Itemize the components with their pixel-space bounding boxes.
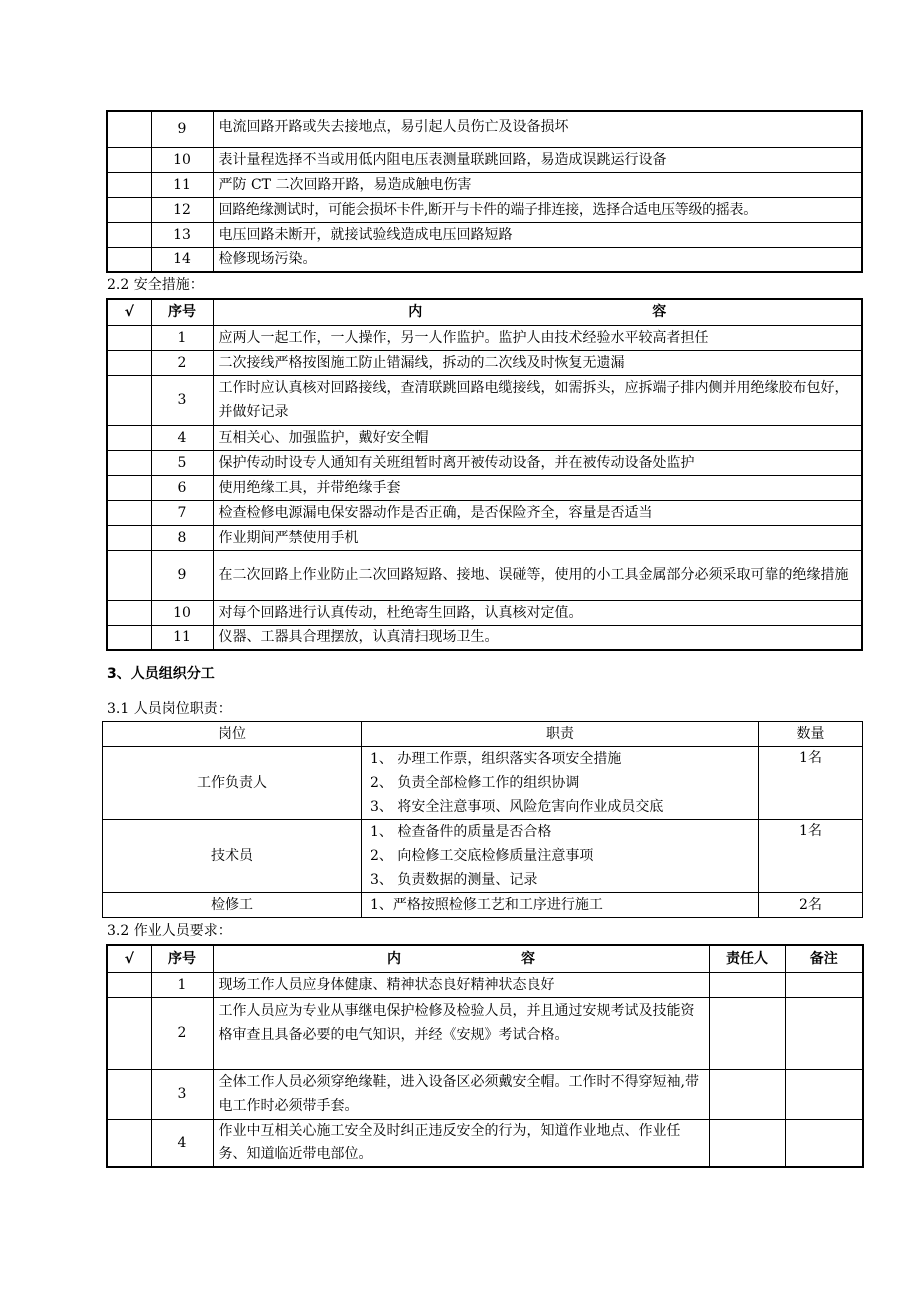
check-cell bbox=[107, 350, 151, 375]
check-header: √ bbox=[107, 299, 151, 325]
row-number: 9 bbox=[151, 550, 213, 600]
duty-item: 1、严格按照检修工艺和工序进行施工 bbox=[362, 893, 759, 918]
row-number: 13 bbox=[151, 222, 213, 247]
safety-table bbox=[106, 298, 863, 651]
table-row bbox=[107, 625, 862, 650]
duty-item: 3、 将安全注意事项、风险危害向作业成员交底 bbox=[370, 799, 664, 815]
check-cell bbox=[107, 247, 151, 272]
table-row bbox=[107, 172, 862, 197]
number-header: 序号 bbox=[151, 299, 213, 325]
qty-cell: 2名 bbox=[759, 893, 863, 918]
row-content: 电流回路开路或失去接地点，易引起人员伤亡及设备损坏 bbox=[213, 111, 862, 147]
duty-item: 2、 负责全部检修工作的组织协调 bbox=[370, 775, 580, 791]
row-content: 电压回路未断开，就接试验线造成电压回路短路 bbox=[213, 222, 862, 247]
table-row bbox=[107, 425, 862, 450]
row-content: 保护传动时设专人通知有关班组暂时离开被传动设备，并在被传动设备处监护 bbox=[213, 450, 862, 475]
table-row bbox=[107, 197, 862, 222]
note-cell bbox=[785, 1119, 863, 1167]
table-row bbox=[107, 600, 862, 625]
check-cell bbox=[107, 325, 151, 350]
risk-table bbox=[106, 110, 863, 273]
note-cell bbox=[785, 972, 863, 997]
duty-item: 2、 向检修工交底检修质量注意事项 bbox=[370, 848, 594, 864]
row-number: 3 bbox=[151, 375, 213, 425]
row-content: 工作人员应为专业从事继电保护检修及检验人员，并且通过安规考试及技能资格审查且具备必要的电气知识，并经《安规》考试合格。 bbox=[213, 997, 709, 1069]
row-content: 现场工作人员应身体健康、精神状态良好精神状态良好 bbox=[213, 972, 709, 997]
row-number: 9 bbox=[151, 111, 213, 147]
table-row bbox=[107, 325, 862, 350]
table-row bbox=[107, 222, 862, 247]
table-row bbox=[107, 997, 863, 1069]
table-row bbox=[107, 475, 862, 500]
row-number: 1 bbox=[151, 972, 213, 997]
post-cell: 工作负责人 bbox=[103, 747, 362, 820]
row-content: 在二次回路上作业防止二次回路短路、接地、误碰等，使用的小工具金属部分必须采取可靠的绝缘措施 bbox=[213, 550, 862, 600]
duty-cell bbox=[362, 747, 759, 820]
check-cell bbox=[107, 1119, 151, 1167]
row-number: 7 bbox=[151, 500, 213, 525]
check-cell bbox=[107, 147, 151, 172]
table-row bbox=[107, 1119, 863, 1167]
qty-cell: 1名 bbox=[759, 820, 863, 893]
table-header bbox=[107, 299, 862, 325]
table-row bbox=[107, 972, 863, 997]
row-number: 6 bbox=[151, 475, 213, 500]
note-header: 备注 bbox=[785, 945, 863, 972]
table-row bbox=[103, 893, 863, 918]
post-header: 岗位 bbox=[103, 722, 362, 747]
check-cell bbox=[107, 997, 151, 1069]
check-cell bbox=[107, 500, 151, 525]
check-cell bbox=[107, 111, 151, 147]
table-row bbox=[107, 375, 862, 425]
row-content: 回路绝缘测试时，可能会损坏卡件,断开与卡件的端子排连接，选择合适电压等级的摇表。 bbox=[213, 197, 862, 222]
duty-header: 职责 bbox=[362, 722, 759, 747]
owner-cell bbox=[709, 972, 785, 997]
check-cell bbox=[107, 600, 151, 625]
row-content: 检查检修电源漏电保安器动作是否正确，是否保险齐全，容量是否适当 bbox=[213, 500, 862, 525]
row-number: 4 bbox=[151, 425, 213, 450]
section-3-title: 3、人员组织分工 bbox=[107, 666, 215, 682]
check-cell bbox=[107, 972, 151, 997]
check-cell bbox=[107, 197, 151, 222]
row-content: 工作时应认真核对回路接线，查清联跳回路电缆接线，如需拆头，应拆端子排内侧并用绝缘胶布包好，并做好记录 bbox=[213, 375, 862, 425]
table-row bbox=[107, 147, 862, 172]
row-number: 12 bbox=[151, 197, 213, 222]
row-number: 3 bbox=[151, 1069, 213, 1119]
content-header: 内 容 bbox=[213, 945, 709, 972]
row-number: 4 bbox=[151, 1119, 213, 1167]
check-cell bbox=[107, 475, 151, 500]
row-content: 互相关心、加强监护，戴好安全帽 bbox=[213, 425, 862, 450]
post-cell: 检修工 bbox=[103, 893, 362, 918]
row-content: 使用绝缘工具，并带绝缘手套 bbox=[213, 475, 862, 500]
number-header: 序号 bbox=[151, 945, 213, 972]
qty-cell: 1名 bbox=[759, 747, 863, 820]
check-cell bbox=[107, 375, 151, 425]
table-row bbox=[107, 500, 862, 525]
table-row bbox=[107, 1069, 863, 1119]
table-header bbox=[107, 945, 863, 972]
row-content: 仪器、工器具合理摆放，认真清扫现场卫生。 bbox=[213, 625, 862, 650]
table-row bbox=[107, 450, 862, 475]
check-cell bbox=[107, 450, 151, 475]
duty-item: 1、 办理工作票，组织落实各项安全措施 bbox=[370, 751, 622, 767]
check-cell bbox=[107, 172, 151, 197]
check-cell bbox=[107, 625, 151, 650]
row-number: 1 bbox=[151, 325, 213, 350]
requirements-table bbox=[106, 944, 864, 1168]
check-cell bbox=[107, 425, 151, 450]
row-content: 严防 CT 二次回路开路，易造成触电伤害 bbox=[213, 172, 862, 197]
check-cell bbox=[107, 1069, 151, 1119]
row-content: 作业期间严禁使用手机 bbox=[213, 525, 862, 550]
row-content: 对每个回路进行认真传动，杜绝寄生回路，认真核对定值。 bbox=[213, 600, 862, 625]
duty-item: 3、 负责数据的测量、记录 bbox=[370, 872, 538, 888]
row-number: 11 bbox=[151, 625, 213, 650]
row-number: 5 bbox=[151, 450, 213, 475]
table-row bbox=[107, 350, 862, 375]
row-number: 8 bbox=[151, 525, 213, 550]
content-header: 内 容 bbox=[213, 299, 862, 325]
duty-item: 1、 检查备件的质量是否合格 bbox=[370, 824, 552, 840]
check-cell bbox=[107, 550, 151, 600]
note-cell bbox=[785, 1069, 863, 1119]
qty-header: 数量 bbox=[759, 722, 863, 747]
table-row bbox=[107, 247, 862, 272]
owner-header: 责任人 bbox=[709, 945, 785, 972]
row-content: 二次接线严格按图施工防止错漏线，拆动的二次线及时恢复无遗漏 bbox=[213, 350, 862, 375]
table-row bbox=[107, 525, 862, 550]
row-content: 表计量程选择不当或用低内阻电压表测量联跳回路，易造成误跳运行设备 bbox=[213, 147, 862, 172]
table-header bbox=[103, 722, 863, 747]
row-number: 10 bbox=[151, 147, 213, 172]
table-row bbox=[107, 550, 862, 600]
duties-title: 3.1 人员岗位职责： bbox=[107, 701, 232, 717]
requirements-title: 3.2 作业人员要求： bbox=[107, 923, 232, 939]
owner-cell bbox=[709, 1069, 785, 1119]
owner-cell bbox=[709, 1119, 785, 1167]
owner-cell bbox=[709, 997, 785, 1069]
post-cell: 技术员 bbox=[103, 820, 362, 893]
table-row bbox=[103, 820, 863, 893]
note-cell bbox=[785, 997, 863, 1069]
row-number: 14 bbox=[151, 247, 213, 272]
row-number: 11 bbox=[151, 172, 213, 197]
duty-cell bbox=[362, 820, 759, 893]
row-number: 2 bbox=[151, 350, 213, 375]
row-content: 应两人一起工作，一人操作，另一人作监护。监护人由技术经验水平较高者担任 bbox=[213, 325, 862, 350]
row-number: 10 bbox=[151, 600, 213, 625]
row-number: 2 bbox=[151, 997, 213, 1069]
row-content: 作业中互相关心施工安全及时纠正违反安全的行为，知道作业地点、作业任务、知道临近带电部位。 bbox=[213, 1119, 709, 1167]
table-row bbox=[103, 747, 863, 820]
row-content: 检修现场污染。 bbox=[213, 247, 862, 272]
safety-title: 2.2 安全措施： bbox=[107, 277, 204, 293]
check-header: √ bbox=[107, 945, 151, 972]
table-row bbox=[107, 111, 862, 147]
row-content: 全体工作人员必须穿绝缘鞋，进入设备区必须戴安全帽。工作时不得穿短袖,带电工作时必须带手套。 bbox=[213, 1069, 709, 1119]
duties-table bbox=[102, 721, 863, 918]
check-cell bbox=[107, 525, 151, 550]
check-cell bbox=[107, 222, 151, 247]
